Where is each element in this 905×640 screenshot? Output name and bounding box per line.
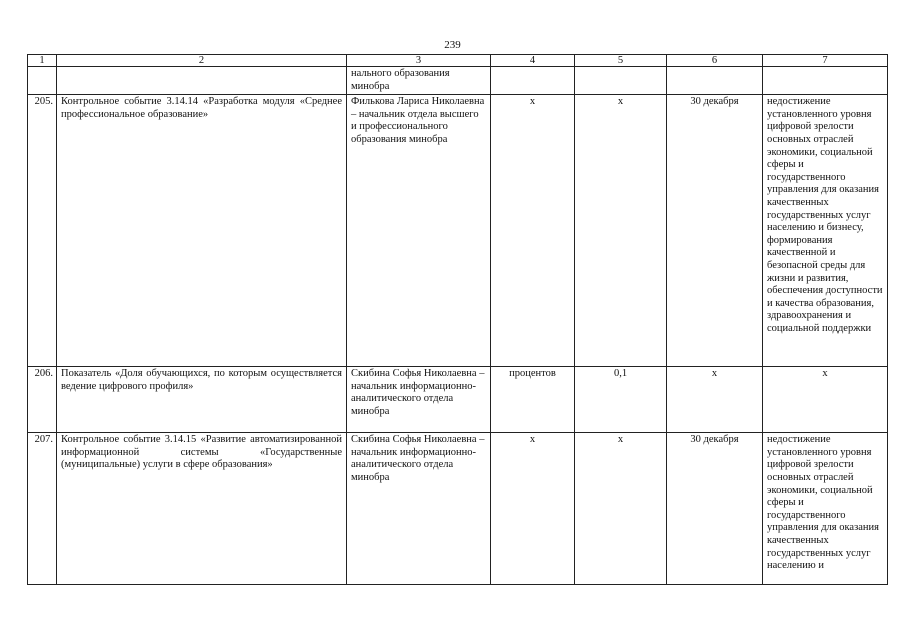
continuation-unit: [491, 67, 575, 95]
row-event-name: Контрольное событие 3.14.14 «Разработка модуля «Среднее профессиональное образование»: [57, 95, 347, 367]
row-event-name: Контрольное событие 3.14.15 «Развитие автоматизированной информационной системы «Государственные (муниципальные) услуги в сфере образования»: [57, 433, 347, 585]
continuation-num: [28, 67, 57, 95]
column-header-7: 7: [763, 55, 888, 67]
row-risk: недостижение установленного уровня цифровой зрелости основных отраслей экономики, социальной сферы и государственного управления для оказания качественных государственных услуг населению и: [763, 433, 888, 585]
data-table: [27, 54, 888, 585]
continuation-row: [28, 67, 888, 95]
row-responsible: Скибина Софья Николаевна – начальник информационно-аналитического отдела минобра: [347, 433, 491, 585]
column-header-6: 6: [667, 55, 763, 67]
row-value: х: [575, 433, 667, 585]
row-number: 207.: [28, 433, 57, 585]
row-risk: х: [763, 367, 888, 433]
continuation-name: [57, 67, 347, 95]
page-number: 239: [444, 39, 461, 51]
row-unit: х: [491, 433, 575, 585]
column-header-2: 2: [57, 55, 347, 67]
row-number: 206.: [28, 367, 57, 433]
continuation-value: [575, 67, 667, 95]
row-responsible: Филькова Лариса Николаевна – начальник отдела высшего и профессионального образования минобра: [347, 95, 491, 367]
row-unit: процентов: [491, 367, 575, 433]
column-header-1: 1: [28, 55, 57, 67]
continuation-risk: [763, 67, 888, 95]
table-row-205: [28, 95, 888, 367]
table-row-206: [28, 367, 888, 433]
row-date: х: [667, 367, 763, 433]
column-number-row: [28, 55, 888, 67]
row-date: 30 декабря: [667, 95, 763, 367]
row-unit: х: [491, 95, 575, 367]
row-risk: недостижение установленного уровня цифровой зрелости основных отраслей экономики, социальной сферы и государственного управления для оказания качественных государственных услуг населению и бизнесу, формирования качественной и безопасной среды для жизни и развития, обеспечения доступности и качества образования, здравоохранения и социальной поддержки: [763, 95, 888, 367]
continuation-responsible: нального образования минобра: [347, 67, 491, 95]
table-row-207: [28, 433, 888, 585]
column-header-5: 5: [575, 55, 667, 67]
row-responsible: Скибина Софья Николаевна – начальник информационно-аналитического отдела минобра: [347, 367, 491, 433]
row-value: 0,1: [575, 367, 667, 433]
column-header-3: 3: [347, 55, 491, 67]
row-event-name: Показатель «Доля обучающихся, по которым осуществляется ведение цифрового профиля»: [57, 367, 347, 433]
row-date: 30 декабря: [667, 433, 763, 585]
row-value: х: [575, 95, 667, 367]
column-header-4: 4: [491, 55, 575, 67]
continuation-date: [667, 67, 763, 95]
row-number: 205.: [28, 95, 57, 367]
